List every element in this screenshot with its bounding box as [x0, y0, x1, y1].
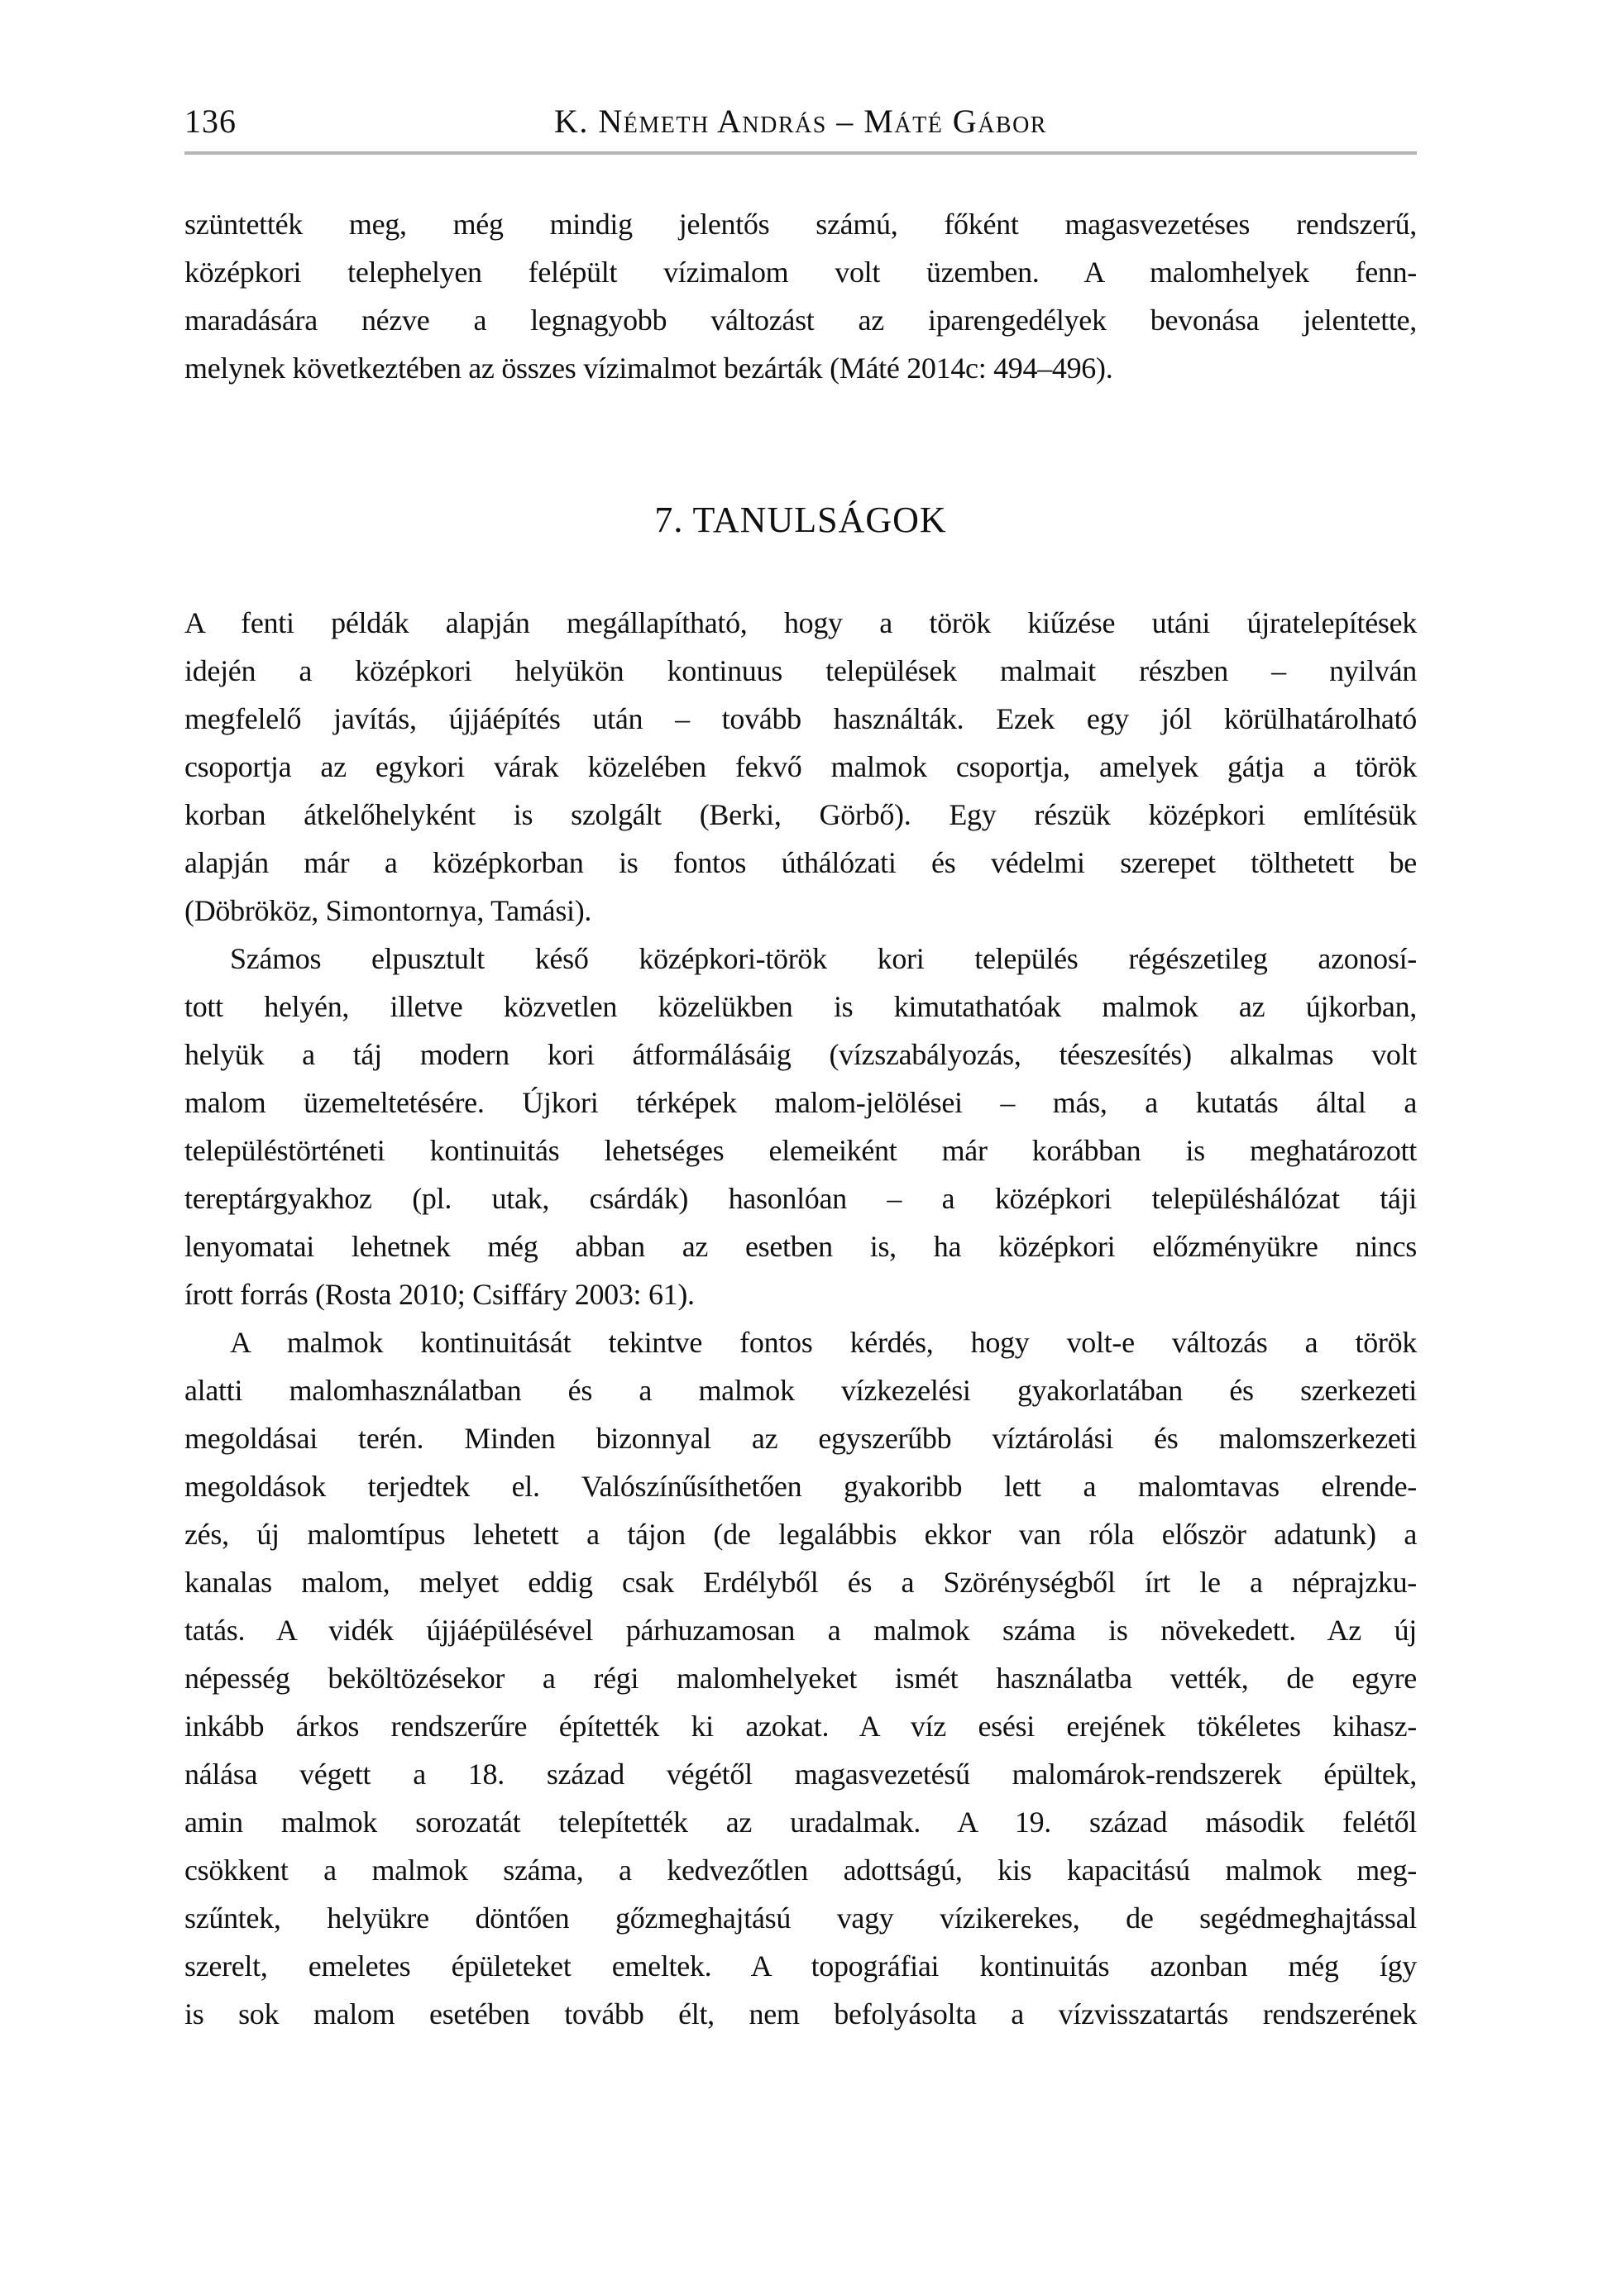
text-line: malom üzemeltetésére. Újkori térképek malom-jelölései – más, a kutatás által a	[184, 1086, 1417, 1119]
body-paragraphs	[184, 599, 1417, 2038]
text-line: tereptárgyakhoz (pl. utak, csárdák) hasonlóan – a középkori településhálózat táji	[184, 1182, 1417, 1215]
text-line: alapján már a középkorban is fontos úthálózati és védelmi szerepet tölthetett be	[184, 846, 1417, 879]
text-line: A fenti példák alapján megállapítható, hogy a török kiűzése utáni újratelepítések	[184, 606, 1417, 639]
text-line: csökkent a malmok száma, a kedvezőtlen adottságú, kis kapacitású malmok meg-	[184, 1854, 1417, 1887]
running-header: K. Németh András – Máté Gábor	[554, 103, 1047, 140]
text-line: nálása végett a 18. század végétől magasvezetésű malomárok-rendszerek épültek,	[184, 1758, 1417, 1791]
header-rule	[184, 151, 1417, 155]
text-line: kanalas malom, melyet eddig csak Erdélyből és a Szörénységből írt le a néprajzku-	[184, 1566, 1417, 1599]
text-line: korban átkelőhelyként is szolgált (Berki, Görbő). Egy részük középkori említésük	[184, 798, 1417, 831]
text-line: tott helyén, illetve közvetlen közelükben is kimutathatóak malmok az újkorban,	[184, 990, 1417, 1023]
text-line: településtörténeti kontinuitás lehetséges elemeiként már korábban is meghatározott	[184, 1134, 1417, 1167]
text-line: inkább árkos rendszerűre építették ki azokat. A víz esési erejének tökéletes kihasz-	[184, 1710, 1417, 1743]
text-line: idején a középkori helyükön kontinuus települések malmait részben – nyilván	[184, 654, 1417, 687]
text-line: megoldások terjedtek el. Valószínűsíthetően gyakoribb lett a malomtavas elrende-	[184, 1470, 1417, 1503]
page-header	[184, 101, 1417, 142]
text-line: helyük a táj modern kori átformálásáig (vízszabályozás, téeszesítés) alkalmas volt	[184, 1038, 1417, 1071]
page-number: 136	[184, 103, 237, 140]
section-heading: 7. TANULSÁGOK	[654, 500, 947, 540]
text-line: népesség beköltözésekor a régi malomhelyeket ismét használatba vették, de egyre	[184, 1662, 1417, 1695]
text-line: A malmok kontinuitását tekintve fontos kérdés, hogy volt-e változás a török	[230, 1326, 1417, 1359]
text-line: középkori telephelyen felépült vízimalom volt üzemben. A malomhelyek fenn-	[184, 256, 1417, 289]
text-line: melynek következtében az összes vízimalmot bezárták (Máté 2014c: 494–496).	[184, 352, 1113, 385]
text-line: szerelt, emeletes épületeket emeltek. A topográfiai kontinuitás azonban még így	[184, 1949, 1417, 1983]
text-line: szüntették meg, még mindig jelentős számú, főként magasvezetéses rendszerű,	[184, 208, 1417, 241]
text-line: írott forrás (Rosta 2010; Csiffáry 2003: 61).	[184, 1278, 695, 1311]
text-line: (Döbrököz, Simontornya, Tamási).	[184, 894, 592, 927]
text-line: amin malmok sorozatát telepítették az uradalmak. A 19. század második felétől	[184, 1806, 1417, 1839]
text-line: Számos elpusztult késő középkori-török kori település régészetileg azonosí-	[230, 942, 1417, 975]
text-line: csoportja az egykori várak közelében fekvő malmok csoportja, amelyek gátja a török	[184, 750, 1417, 783]
text-line: tatás. A vidék újjáépülésével párhuzamosan a malmok száma is növekedett. Az új	[184, 1614, 1417, 1647]
text-line: zés, új malomtípus lehetett a tájon (de legalábbis ekkor van róla először adatunk) a	[184, 1518, 1417, 1551]
paragraph-continuation	[184, 200, 1417, 392]
text-line: maradására nézve a legnagyobb változást az iparengedélyek bevonása jelentette,	[184, 304, 1417, 337]
text-line: megfelelő javítás, újjáépítés után – tovább használták. Ezek egy jól körülhatárolható	[184, 702, 1417, 735]
text-line: megoldásai terén. Minden bizonnyal az egyszerűbb víztárolási és malomszerkezeti	[184, 1422, 1417, 1455]
text-line: alatti malomhasználatban és a malmok vízkezelési gyakorlatában és szerkezeti	[184, 1374, 1417, 1407]
text-line: lenyomatai lehetnek még abban az esetben is, ha középkori előzményükre nincs	[184, 1230, 1417, 1263]
text-line: szűntek, helyükre döntően gőzmeghajtású vagy vízikerekes, de segédmeghajtással	[184, 1901, 1417, 1935]
text-line: is sok malom esetében tovább élt, nem befolyásolta a vízvisszatartás rendszerének	[184, 1997, 1417, 2031]
